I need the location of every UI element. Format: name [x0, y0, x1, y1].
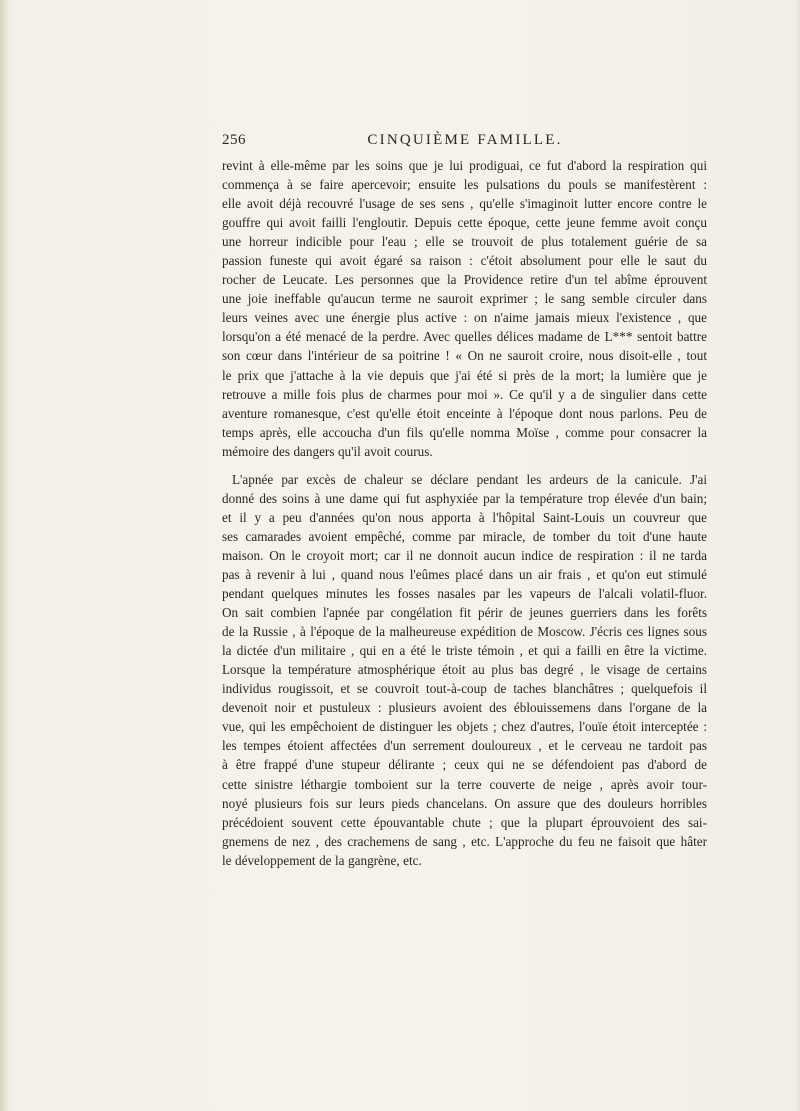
text-line: gouffre qui avoit failli l'engloutir. Depuis cette époque, cette jeune femme avoit conçu	[222, 215, 707, 231]
text-line: de la Russie , à l'époque de la malheureuse expédition de Moscow. J'écris ces lignes sous	[222, 624, 707, 640]
text-line: les tempes étoient affectées d'un serrement douloureux , et le cerveau ne tardoit pas	[222, 738, 707, 754]
text-line: mémoire des dangers qu'il avoit courus.	[222, 443, 433, 459]
paragraph	[222, 156, 707, 461]
paragraph	[222, 470, 707, 870]
text-line: vue, qui les empêchoient de distinguer les objets ; chez d'autres, l'ouïe étoit interceptée :	[222, 719, 707, 735]
text-line: individus rougissoit, et se couvroit tout-à-coup de taches blanchâtres ; quelquefois il	[222, 681, 707, 697]
text-line: à être frappé d'une stupeur délirante ; ceux qui ne se défendoient pas d'abord de	[222, 757, 707, 773]
text-line: gnemens de nez , des crachemens de sang , etc. L'approche du feu ne faisoit que hâter	[222, 833, 707, 849]
text-line: passion funeste qui avoit égaré sa raison : c'étoit absolument pour elle le saut du	[222, 253, 707, 269]
body-text	[222, 156, 707, 870]
text-line: revint à elle-même par les soins que je lui prodiguai, ce fut d'abord la respiration qui	[222, 158, 707, 173]
page-header	[222, 132, 708, 156]
text-line: leurs veines avec une énergie plus active : on n'aime jamais mieux l'existence , que	[222, 310, 707, 326]
text-line: maison. On le croyoit mort; car il ne donnoit aucun indice de respiration : il ne tarda	[222, 547, 707, 563]
text-line: commença à se faire apercevoir; ensuite les pulsations du pouls se manifestèrent :	[222, 177, 707, 193]
text-line: Lorsque la température atmosphérique étoit au plus bas degré , le visage de certains	[222, 662, 707, 678]
text-line: aventure romanesque, c'est qu'elle étoit enceinte à l'époque dont nous parlons. Peu de	[222, 405, 707, 421]
text-line: le développement de la gangrène, etc.	[222, 852, 422, 868]
text-line: elle avoit déjà recouvré l'usage de ses sens , qu'elle s'imaginoit lutter encore contre le	[222, 196, 707, 212]
text-line: retrouve a mille fois plus de charmes pour moi ». Ce qu'il y a de singulier dans cette	[222, 386, 707, 402]
text-line: devenoit noir et pustuleux : plusieurs avoient des éblouissemens dans l'organe de la	[222, 700, 707, 716]
text-line: pendant quelques minutes les fosses nasales par les vapeurs de l'alcali volatil-fluor.	[222, 586, 707, 602]
text-line: son cœur dans l'intérieur de sa poitrine ! « On ne sauroit croire, nous disoit-elle , tout	[222, 348, 707, 364]
text-line: cette sinistre léthargie tomboient sur la terre couverte de neige , après avoir tour-	[222, 776, 707, 792]
text-line: une horreur indicible pour l'eau ; elle se trouvoit de plus totalement guérie de sa	[222, 234, 707, 250]
text-line: le prix que j'attache à la vie depuis que j'ai été si près de la mort; la lumière que je	[222, 367, 707, 383]
text-line: donné des soins à une dame qui fut asphyxiée par la température trop élevée d'un bain;	[222, 490, 707, 506]
text-line: rocher de Leucate. Les personnes que la Providence retire d'un tel abîme éprouvent	[222, 272, 707, 288]
text-line: précédoient souvent cette épouvantable chute ; que la plupart éprouvoient des sai-	[222, 814, 707, 830]
text-line: et il y a peu d'années qu'on nous apporta à l'hôpital Saint-Louis un couvreur que	[222, 509, 707, 525]
text-line: ses camarades avoient empêché, comme par miracle, de tomber du toit d'une haute	[222, 528, 707, 544]
page-right-edge	[795, 0, 800, 1111]
text-line: temps après, elle accoucha d'un fils qu'elle nomma Moïse , comme pour consacrer la	[222, 424, 707, 440]
text-line: la dictée d'un militaire , qui en a été le triste témoin , et qui a failli en être la victime.	[222, 643, 707, 659]
text-line: lorsqu'on a été menacé de la perdre. Avec quelles délices madame de L*** sentoit battre	[222, 329, 707, 345]
paragraph-gap	[222, 461, 707, 470]
running-head: CINQUIÈME FAMILLE.	[367, 132, 563, 148]
text-line: pas à revenir à lui , quand nous l'eûmes placé dans un air frais , et qu'on eut stimulé	[222, 566, 707, 582]
text-line: une joie ineffable qu'aucun terme ne sauroit exprimer ; le sang semble circuler dans	[222, 291, 707, 307]
page-binding-edge	[0, 0, 8, 1111]
text-line: L'apnée par excès de chaleur se déclare pendant les ardeurs de la canicule. J'ai	[232, 471, 707, 487]
text-line: On sait combien l'apnée par congélation fit périr de jeunes guerriers dans les forêts	[222, 605, 707, 621]
page-number: 256	[222, 132, 246, 148]
text-line: noyé plusieurs fois sur leurs pieds chancelans. On assure que des douleurs horribles	[222, 795, 707, 811]
